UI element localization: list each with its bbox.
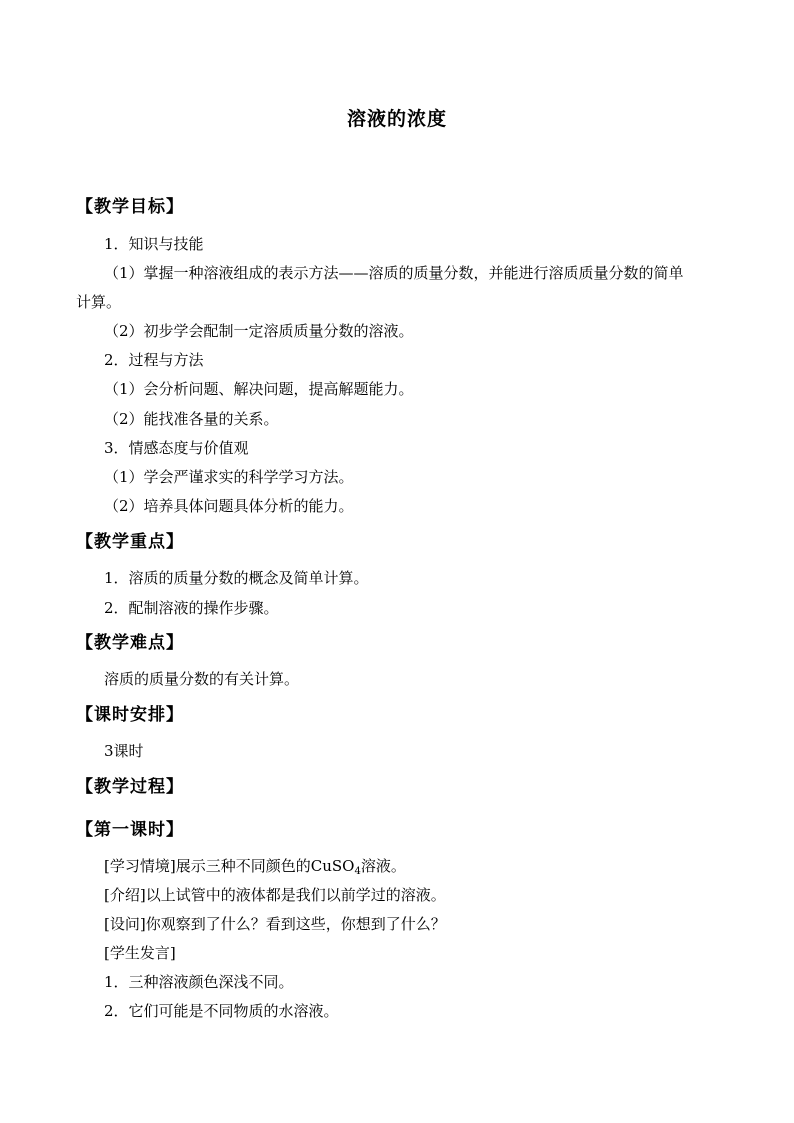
key-point-line: 2．配制溶液的操作步骤。 bbox=[104, 599, 279, 617]
lesson-line: [设问]你观察到了什么？看到这些，你想到了什么？ bbox=[104, 915, 446, 933]
lesson-line: 1．三种溶液颜色深浅不同。 bbox=[104, 973, 294, 991]
goal-line: 1．知识与技能 bbox=[104, 235, 204, 253]
chemical-formula: CuSO bbox=[310, 857, 355, 875]
goal-line: 计算。 bbox=[76, 293, 122, 311]
difficulty-line: 溶质的质量分数的有关计算。 bbox=[104, 670, 300, 688]
heading-process: 【教学过程】 bbox=[76, 777, 184, 797]
goal-line: （2）能找准各量的关系。 bbox=[104, 410, 279, 428]
lesson-line: [学生发言] bbox=[104, 944, 176, 962]
heading-first-lesson: 【第一课时】 bbox=[76, 820, 184, 840]
key-point-line: 1．溶质的质量分数的概念及简单计算。 bbox=[104, 569, 369, 587]
heading-key-points: 【教学重点】 bbox=[76, 532, 184, 552]
goal-line: （1）会分析问题、解决问题，提高解题能力。 bbox=[104, 380, 414, 398]
goal-line: （1）掌握一种溶液组成的表示方法——溶质的质量分数，并能进行溶质质量分数的简单 bbox=[104, 264, 684, 282]
goal-line: 2．过程与方法 bbox=[104, 351, 204, 369]
lesson-text: [学习情境]展示三种不同颜色的 bbox=[104, 857, 311, 875]
lesson-text: 溶液。 bbox=[360, 857, 406, 875]
lesson-line bbox=[104, 855, 406, 877]
schedule-line: 3课时 bbox=[104, 742, 144, 760]
formula-subscript: 4 bbox=[354, 866, 361, 877]
goal-line: 3．情感态度与价值观 bbox=[104, 439, 249, 457]
goal-line: （2）培养具体问题具体分析的能力。 bbox=[104, 497, 354, 515]
lesson-line: [介绍]以上试管中的液体都是我们以前学过的溶液。 bbox=[104, 886, 446, 904]
heading-difficulties: 【教学难点】 bbox=[76, 633, 184, 653]
page-title: 溶液的浓度 bbox=[346, 108, 447, 130]
lesson-line: 2．它们可能是不同物质的水溶液。 bbox=[104, 1002, 339, 1020]
goal-line: （2）初步学会配制一定溶质质量分数的溶液。 bbox=[104, 322, 414, 340]
goal-line: （1）学会严谨求实的科学学习方法。 bbox=[104, 468, 354, 486]
heading-teaching-goals: 【教学目标】 bbox=[76, 197, 184, 217]
heading-schedule: 【课时安排】 bbox=[76, 705, 184, 725]
